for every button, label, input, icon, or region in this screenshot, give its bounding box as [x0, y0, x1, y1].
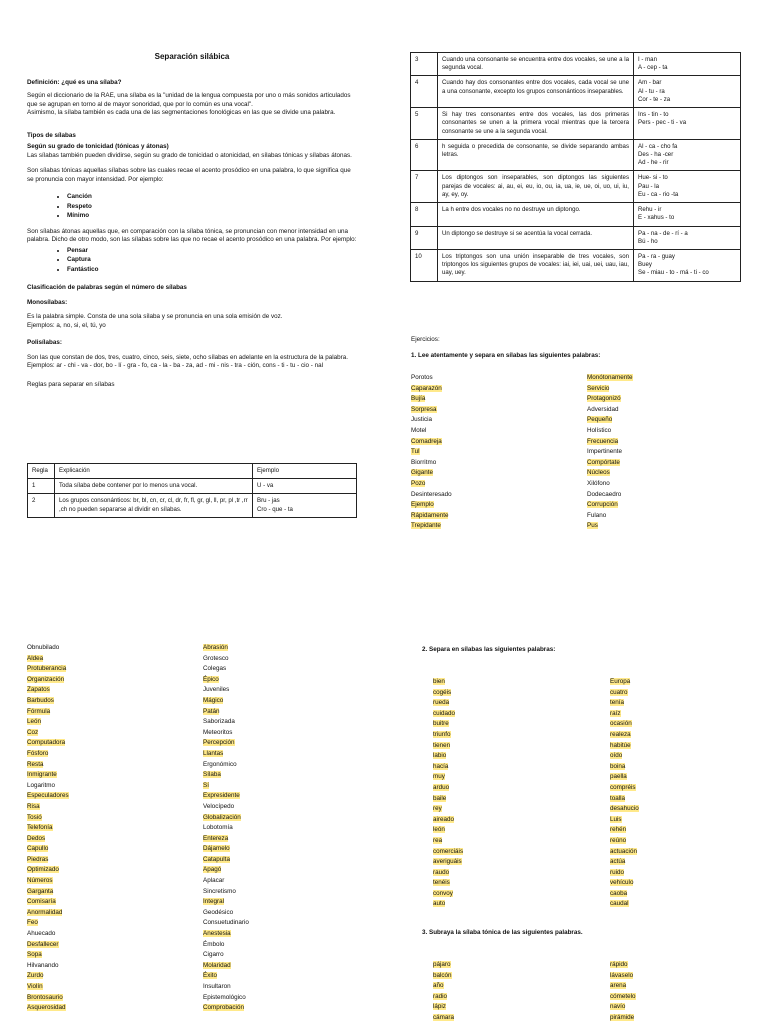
list-item: Núcleos	[587, 469, 610, 477]
list-item: labio	[433, 752, 447, 760]
list-item: Abrasión	[203, 644, 228, 651]
list-item: cuidado	[433, 709, 456, 717]
list-item: Ahuecado	[27, 930, 56, 938]
list-item: Comprobación	[203, 1004, 244, 1012]
list-item: muy	[433, 773, 445, 781]
list-item: cómetelo	[610, 992, 636, 1000]
list-item: Organización	[27, 675, 65, 683]
table-row	[411, 226, 741, 249]
list-item: arduo	[433, 783, 450, 791]
list-item: Expresidente	[203, 792, 240, 800]
list-item: Motel	[411, 426, 427, 434]
list-item: triunfo	[433, 730, 451, 738]
table-cell: 10	[411, 249, 438, 281]
list-item: Sí	[203, 781, 209, 789]
list-item: León	[27, 718, 42, 726]
list-item: Monótonamente	[587, 374, 633, 381]
list-item: Aldea	[27, 654, 44, 662]
list-item: desahucio	[610, 805, 639, 813]
list-item: hacía	[433, 762, 449, 770]
table-row	[411, 76, 741, 108]
list-item: Anestesia	[203, 930, 231, 938]
list-item: Hilvanando	[27, 961, 59, 969]
table-header: Explicación	[55, 464, 253, 479]
table-cell: 5	[411, 108, 438, 140]
exercise-2-column-1	[433, 678, 463, 911]
list-item: Computadora	[27, 739, 66, 747]
list-item: Trepidante	[411, 522, 441, 530]
list-item: Lobotomía	[203, 824, 233, 832]
rules-table-right	[410, 52, 741, 282]
tonicity-text: Las sílabas también pueden dividirse, según su grado de tonicidad o atonicidad, en sílabas tónicas y sílabas átonas.	[27, 151, 352, 159]
table-cell: Am - bar Al - tu - ra Cor - te - za	[634, 76, 741, 108]
list-item: • Canción	[67, 193, 357, 202]
list-item: tenéis	[433, 879, 450, 887]
list-item: oído	[610, 752, 623, 760]
list-item: Protagonizó	[587, 395, 621, 403]
list-item: raudo	[433, 868, 450, 876]
list-item: Ergonómico	[203, 760, 237, 768]
list-item: Llantas	[203, 749, 224, 757]
list-item: Pozo	[411, 479, 426, 487]
list-item: lávaselo	[610, 971, 634, 979]
table-cell: Un diptongo se destruye si se acentúa la vocal cerrada.	[438, 226, 634, 249]
list-item: Bujía	[411, 395, 426, 403]
list-item: Asquerosidad	[27, 1004, 66, 1012]
list-item: Luis	[610, 815, 622, 823]
list-item: Entereza	[203, 834, 229, 842]
list-item: Holístico	[587, 426, 612, 434]
table-cell: Los triptongos son una unión inseparable de tres vocales, son triptongos los siguientes grupos de vocales: iai, iei, uai, uei, uau, iau, uay, uey.	[438, 249, 634, 281]
table-cell: Los grupos consonánticos: br, bl, cn, cr, cl, dr, fr, fl, gr, gl, ll, pr, pl ,tr ,rr ,ch no pueden separarse al dividir en sílabas.	[55, 494, 253, 517]
table-cell: La h entre dos vocales no no destruye un diptongo.	[438, 203, 634, 226]
list-item: Biorritmo	[411, 458, 437, 466]
exercise-1-column-2	[587, 374, 633, 533]
list-item: vehículo	[610, 879, 634, 887]
list-item: Mágico	[203, 696, 224, 704]
list-item: caoba	[610, 889, 628, 897]
list-item: rey	[433, 805, 442, 813]
atonic-examples	[27, 247, 357, 275]
list-item: Optimizado	[27, 866, 59, 874]
table-row	[411, 171, 741, 203]
table-row	[411, 108, 741, 140]
list-item: balcón	[433, 971, 452, 979]
list-item: Émbolo	[203, 940, 225, 948]
word-list-column-2	[203, 644, 249, 1015]
list-item: Caparazón	[411, 384, 442, 392]
tonicity-heading: Según su grado de tonicidad (tónicas y átonas)	[27, 143, 169, 151]
definition-text-2: Asimismo, la sílaba también es cada una de las segmentaciones fonológicas en las que se divide una palabra.	[27, 109, 336, 117]
rules-heading: Reglas para separar en sílabas	[27, 380, 115, 388]
list-item: Obnubilado	[27, 644, 60, 651]
list-item: Colegas	[203, 665, 227, 673]
table-cell: 8	[411, 203, 438, 226]
list-item: rápido	[610, 961, 628, 968]
table-cell: Los diptongos son inseparables, son diptongos las siguientes parejas de vocales: ai, au, ei, eu, io, ou, ia, ua, ie, ue, oi, uo, ui, iu, ay, ey, oy.	[438, 171, 634, 203]
theory-section	[27, 52, 357, 389]
list-item: Compórtate	[587, 458, 620, 466]
list-item: Catapulta	[203, 855, 230, 863]
list-item: • Fantástico	[67, 266, 357, 275]
list-item: Saborizada	[203, 718, 235, 726]
list-item: toalla	[610, 794, 626, 802]
rules-table-left	[27, 463, 357, 518]
word-list-column-1	[27, 644, 69, 1015]
list-item: navío	[610, 1003, 626, 1011]
mono-heading: Monosílabas:	[27, 298, 68, 306]
exercise-3-title: 3. Subraya la sílaba tónica de las siguientes palabras.	[422, 929, 583, 936]
exercise-1-title: 1. Lee atentamente y separa en sílabas las siguientes palabras:	[411, 352, 601, 359]
list-item: bien	[433, 678, 445, 685]
list-item: • Respeto	[67, 203, 357, 212]
list-item: Rápidamente	[411, 511, 449, 519]
poly-text: Son las que constan de dos, tres, cuatro, cinco, seis, siete, ocho sílabas en adelante en la estructura de la palabra.	[27, 353, 348, 361]
list-item: Violín	[27, 983, 43, 990]
list-item: Fulano	[587, 511, 607, 519]
list-item: Zapatos	[27, 686, 50, 694]
table-cell: 3	[411, 53, 438, 76]
list-item: rehén	[610, 826, 627, 834]
table-row	[411, 139, 741, 171]
tonic-examples	[27, 193, 357, 221]
list-item: Europa	[610, 678, 631, 685]
exercises-heading: Ejercicios:	[411, 336, 440, 343]
list-item: Protuberancia	[27, 665, 67, 673]
list-item: cuatro	[610, 688, 628, 696]
list-item: Anormalidad	[27, 908, 63, 916]
list-item: Desfallecer	[27, 940, 59, 948]
list-item: año	[433, 982, 444, 990]
table-row	[28, 479, 357, 494]
list-item: Sílaba	[203, 771, 221, 779]
table-cell: Pa - na - de - rí - a Bú - ho	[634, 226, 741, 249]
list-item: Apagó	[203, 866, 222, 874]
list-item: Patán	[203, 707, 220, 715]
table-cell: 4	[411, 76, 438, 108]
list-item: reúno	[610, 836, 627, 844]
table-header: Ejemplo	[253, 464, 357, 479]
types-heading: Tipos de sílabas	[27, 131, 76, 139]
list-item: ruido	[610, 868, 625, 876]
list-item: Xilófono	[587, 479, 610, 487]
list-item: Insultaron	[203, 983, 231, 990]
list-item: Comisaría	[27, 898, 56, 906]
list-item: Justicia	[411, 416, 432, 424]
list-item: Especuladores	[27, 792, 69, 800]
list-item: comerciáis	[433, 847, 464, 855]
list-item: Aplacar	[203, 877, 225, 885]
table-cell: 9	[411, 226, 438, 249]
list-item: Integral	[203, 898, 225, 906]
table-cell: 6	[411, 139, 438, 171]
table-header-row	[28, 464, 357, 479]
list-item: Servicio	[587, 384, 610, 392]
list-item: tenía	[610, 699, 625, 707]
table-cell: 1	[28, 479, 55, 494]
list-item: Fósforo	[27, 749, 49, 757]
list-item: Inmigrante	[27, 771, 57, 779]
exercise-3-column-1	[433, 961, 454, 1025]
list-item: Dodecaedro	[587, 490, 622, 498]
list-item: cámara	[433, 1013, 454, 1021]
list-item: ocasión	[610, 720, 632, 728]
table-cell: Bru - jas Cro - que - ta	[253, 494, 357, 517]
list-item: baile	[433, 794, 447, 802]
list-item: • Pensar	[67, 247, 357, 256]
definition-heading: Definición: ¿qué es una sílaba?	[27, 78, 122, 86]
list-item: Éxito	[203, 972, 217, 980]
list-item: rueda	[433, 699, 450, 707]
list-item: Impertinente	[587, 448, 623, 456]
list-item: Capullo	[27, 845, 49, 853]
list-item: • Captura	[67, 256, 357, 265]
table-cell: U - va	[253, 479, 357, 494]
list-item: Piedras	[27, 855, 49, 863]
list-item: raíz	[610, 709, 621, 717]
list-item: auto	[433, 900, 446, 908]
list-item: Gigante	[411, 469, 434, 477]
list-item: Logaritmo	[27, 781, 56, 789]
list-item: Corrupción	[587, 501, 618, 509]
list-item: paella	[610, 773, 627, 781]
list-item: radio	[433, 992, 448, 1000]
table-cell: Cuando hay dos consonantes entre dos vocales, cada vocal se une a una consonante, excepto los grupos consonánticos inseparables.	[438, 76, 634, 108]
list-item: Juveniles	[203, 686, 230, 694]
table-header: Regla	[28, 464, 55, 479]
table-cell: Hue- si - to Pau - la Eu - ca - rio -ta	[634, 171, 741, 203]
table-cell: I - man A - cep - ta	[634, 53, 741, 76]
list-item: Fórmula	[27, 707, 51, 715]
table-cell: h seguida o precedida de consonante, se divide separando ambas letras.	[438, 139, 634, 171]
list-item: compréis	[610, 783, 636, 791]
table-cell: Ins - tin - to Pers - pec - ti - va	[634, 108, 741, 140]
list-item: buitre	[433, 720, 449, 728]
list-item: Risa	[27, 802, 40, 810]
list-item: Velocípedo	[203, 802, 235, 810]
list-item: tienen	[433, 741, 451, 749]
list-item: león	[433, 826, 445, 834]
list-item: pájaro	[433, 961, 451, 968]
list-item: boina	[610, 762, 626, 770]
list-item: Brontosaurio	[27, 993, 63, 1001]
table-cell: Pa - ra - guay Buey Se - miau - to - má - ti - co	[634, 249, 741, 281]
list-item: cogéis	[433, 688, 452, 696]
list-item: aireado	[433, 815, 455, 823]
classification-heading: Clasificación de palabras según el número de sílabas	[27, 284, 187, 292]
exercise-1-column-1	[411, 374, 452, 533]
table-cell: 2	[28, 494, 55, 517]
table-cell: Cuando una consonante se encuentra entre dos vocales, se une a la segunda vocal.	[438, 53, 634, 76]
poly-heading: Polisílabas:	[27, 339, 62, 347]
atonic-text: Son sílabas átonas aquellas que, en comparación con la sílaba tónica, se pronuncian con menor intensidad en una palabra. Dicho de otro modo, son las sílabas sobre las que no recae el acento prosódico en una palabra. Por ejemplo:	[27, 227, 357, 244]
list-item: pirámide	[610, 1013, 635, 1021]
table-cell: Rehu - ir E - xahus - to	[634, 203, 741, 226]
list-item: Números	[27, 877, 53, 885]
list-item: Consuetudinario	[203, 919, 249, 927]
exercise-3-column-2	[610, 961, 636, 1025]
list-item: Grotesco	[203, 654, 229, 662]
list-item: Comadreja	[411, 437, 442, 445]
list-item: Tosió	[27, 813, 42, 821]
mono-text: Es la palabra simple. Consta de una sola sílaba y se pronuncia en una sola emisión de voz.	[27, 313, 283, 321]
list-item: Globalización	[203, 813, 241, 821]
list-item: actúa	[610, 858, 626, 866]
table-cell: Toda sílaba debe contener por lo menos una vocal.	[55, 479, 253, 494]
list-item: Zurdo	[27, 972, 44, 980]
list-item: actuación	[610, 847, 637, 855]
tonic-text: Son sílabas tónicas aquellas sílabas sobre las cuales recae el acento prosódico en una palabra, lo que significa que se pronuncia con mayor intensidad. Por ejemplo:	[27, 167, 351, 183]
list-item: Coz	[27, 728, 39, 736]
table-row	[411, 249, 741, 281]
exercise-2-title: 2. Separa en sílabas las siguientes palabras:	[422, 646, 556, 653]
definition-text: Según el diccionario de la RAE, una sílaba es la "unidad de la lengua compuesta por uno o más sonidos articulados que se agrupan en torno al de mayor sonoridad, que por lo común es una vocal".	[27, 92, 351, 108]
list-item: rea	[433, 836, 443, 844]
list-item: Dájamelo	[203, 845, 230, 853]
poly-examples: Ejemplos: ar - chi - va - dor, bo - lí - gra - fo, ca - la - ba - za, ad - mi - nis - tra - ción, cons - ti - tu - cio - nal	[27, 362, 324, 370]
list-item: Sopa	[27, 951, 42, 959]
list-item: caudal	[610, 900, 629, 908]
list-item: Porotos	[411, 374, 433, 381]
list-item: Telefonía	[27, 824, 53, 832]
list-item: Cigarro	[203, 951, 224, 959]
list-item: Sorpresa	[411, 405, 437, 413]
list-item: Resta	[27, 760, 44, 768]
list-item: Epistemológico	[203, 993, 246, 1001]
list-item: habitúe	[610, 741, 631, 749]
table-cell: Al - ca - cho fa Des - ha -cer Ad - he - rir	[634, 139, 741, 171]
list-item: Percepción	[203, 739, 235, 747]
list-item: Frecuencia	[587, 437, 619, 445]
list-item: convoy	[433, 889, 453, 897]
table-cell: 7	[411, 171, 438, 203]
list-item: Meteoritos	[203, 728, 233, 736]
table-row	[411, 53, 741, 76]
list-item: Desinteresado	[411, 490, 452, 498]
list-item: Sincretismo	[203, 887, 236, 895]
list-item: • Mínimo	[67, 212, 357, 221]
list-item: Épico	[203, 675, 219, 683]
table-cell: Si hay tres consonantes entre dos vocales, las dos primeras consonantes se unen a la primera vocal mientras que la tercera consonante se une a la segunda vocal.	[438, 108, 634, 140]
list-item: realeza	[610, 730, 631, 738]
page-title: Separación silábica	[154, 52, 230, 61]
list-item: Tul	[411, 448, 420, 456]
table-row	[411, 203, 741, 226]
table-row	[28, 494, 357, 517]
list-item: Barbudos	[27, 696, 54, 704]
list-item: Pequeño	[587, 416, 613, 424]
list-item: Dedos	[27, 834, 46, 842]
list-item: Adversidad	[587, 405, 619, 413]
list-item: arena	[610, 982, 627, 990]
list-item: Molaridad	[203, 961, 231, 969]
list-item: averiguáis	[433, 858, 462, 866]
list-item: lápiz	[433, 1003, 446, 1011]
list-item: Ejemplo	[411, 501, 434, 509]
exercise-2-column-2	[610, 678, 639, 911]
list-item: Pus	[587, 522, 598, 530]
list-item: Geodésico	[203, 908, 234, 916]
mono-examples: Ejemplos: a, no, si, el, tú, yo	[27, 321, 106, 329]
list-item: Garganta	[27, 887, 54, 895]
list-item: Feo	[27, 919, 38, 927]
